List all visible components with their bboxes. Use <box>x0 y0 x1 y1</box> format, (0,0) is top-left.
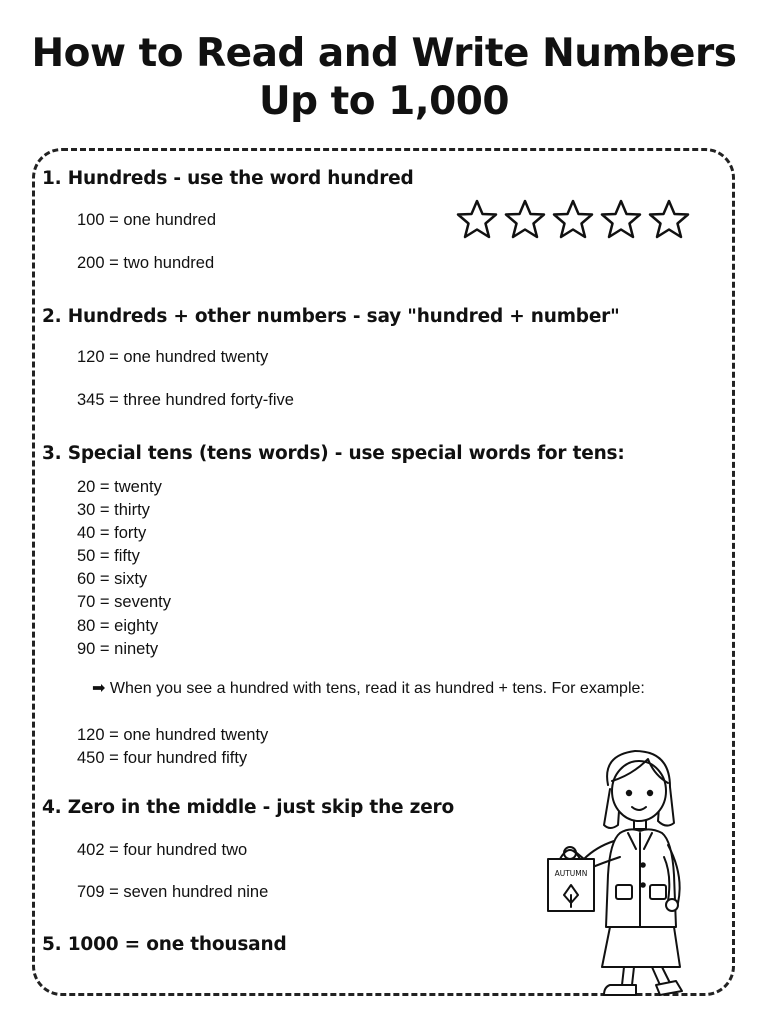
tens-line: 90 = ninety <box>77 640 159 658</box>
title-line-1: How to Read and Write Numbers <box>31 31 737 76</box>
section-2-heading: 2. Hundreds + other numbers - say "hundred + number" <box>42 306 620 327</box>
tens-line: 80 = eighty <box>77 617 159 635</box>
girl-with-bag-illustration <box>540 745 700 1000</box>
title-line-2: Up to 1,000 <box>258 79 510 124</box>
tens-note <box>92 678 645 698</box>
section-1-heading: 1. Hundreds - use the word hundred <box>42 168 414 189</box>
arrow-right-icon: ➡ <box>92 680 106 697</box>
tens-line: 30 = thirty <box>77 501 150 519</box>
tens-line: 50 = fifty <box>77 547 140 565</box>
page-title <box>0 30 768 126</box>
section-4-line-1: 402 = four hundred two <box>77 841 248 859</box>
section-4-line-2: 709 = seven hundred nine <box>77 883 269 901</box>
section-5-heading: 5. 1000 = one thousand <box>42 934 287 955</box>
example-line: 450 = four hundred fifty <box>77 749 248 767</box>
star-outline-icon[interactable] <box>455 198 499 242</box>
star-outline-icon[interactable] <box>647 198 691 242</box>
star-outline-icon[interactable] <box>599 198 643 242</box>
bag-label: AUTUMN <box>554 869 588 878</box>
section-4-heading: 4. Zero in the middle - just skip the zero <box>42 797 454 818</box>
star-rating[interactable] <box>455 198 691 242</box>
example-line: 120 = one hundred twenty <box>77 726 269 744</box>
section-1-line-2: 200 = two hundred <box>77 254 215 272</box>
tens-line: 20 = twenty <box>77 478 162 496</box>
star-outline-icon[interactable] <box>551 198 595 242</box>
tens-line: 70 = seventy <box>77 593 172 611</box>
tens-line: 40 = forty <box>77 524 147 542</box>
star-outline-icon[interactable] <box>503 198 547 242</box>
section-1-line-1: 100 = one hundred <box>77 211 217 229</box>
tens-note-text: When you see a hundred with tens, read it as hundred + tens. For example: <box>109 680 645 697</box>
section-2-line-1: 120 = one hundred twenty <box>77 348 269 366</box>
tens-line: 60 = sixty <box>77 570 148 588</box>
section-2-line-2: 345 = three hundred forty-five <box>77 391 294 409</box>
section-3-heading: 3. Special tens (tens words) - use special words for tens: <box>42 443 625 464</box>
